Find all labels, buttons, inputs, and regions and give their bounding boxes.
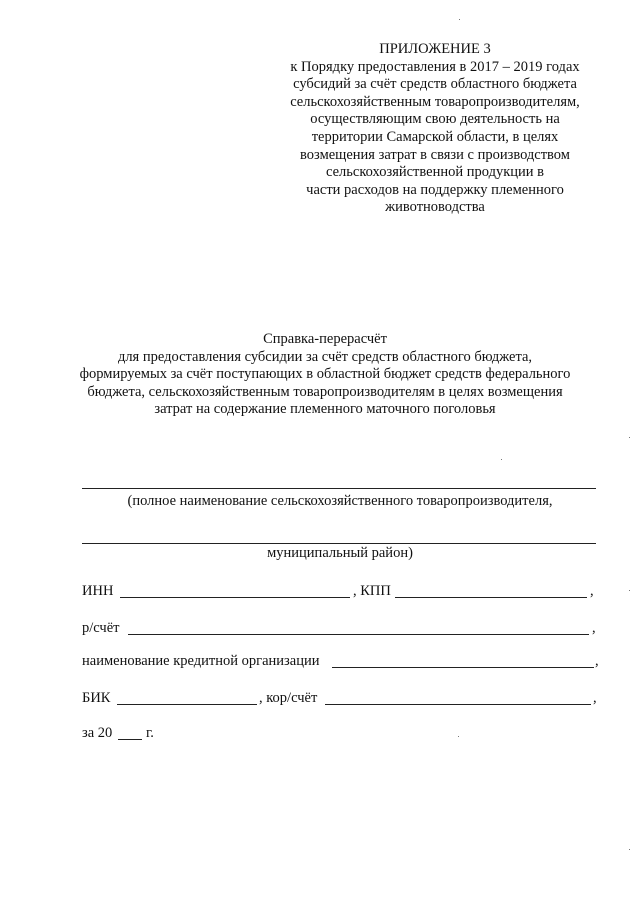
appendix-line: возмещения затрат в связи с производством: [300, 146, 570, 163]
bank-field[interactable]: [332, 667, 594, 668]
corr-account-field[interactable]: [325, 704, 591, 705]
appendix-line: сельскохозяйственной продукции в: [325, 164, 545, 181]
bik-field[interactable]: [117, 704, 257, 705]
certificate-line: формируемых за счёт поступающих в областной бюджет средств федерального: [79, 366, 571, 383]
kpp-field[interactable]: [395, 597, 587, 598]
inn-kpp-row: [82, 583, 602, 603]
certificate-line: затрат на содержание племенного маточного поголовья: [154, 401, 496, 418]
certificate-line: бюджета, сельскохозяйственным товаропроизводителям в целях возмещения: [87, 383, 563, 400]
scan-speck: [458, 736, 459, 737]
scan-speck: [629, 849, 630, 850]
scan-speck: [629, 437, 630, 438]
certificate-title-block: [60, 331, 590, 419]
kpp-comma: ,: [590, 583, 594, 599]
year-suffix: г.: [146, 725, 154, 741]
account-comma: ,: [592, 620, 596, 636]
year-field[interactable]: [118, 739, 142, 740]
appendix-line: части расходов на поддержку племенного: [306, 181, 564, 198]
appendix-line: животноводства: [385, 199, 485, 216]
corr-account-label: , кор/счёт: [259, 690, 318, 706]
appendix-line: территории Самарской области, в целях: [311, 128, 559, 145]
producer-name-hint: (полное наименование сельскохозяйственного товаропроизводителя,: [127, 493, 553, 509]
appendix-line: субсидий за счёт средств областного бюджета: [293, 76, 577, 93]
kpp-label: , КПП: [353, 583, 391, 599]
bank-comma: ,: [595, 653, 599, 669]
year-prefix: за 20: [82, 725, 113, 741]
scan-speck: [459, 19, 460, 20]
account-row: [82, 620, 602, 640]
district-hint: муниципальный район): [267, 545, 413, 561]
appendix-line: сельскохозяйственным товаропроизводителям,: [290, 93, 580, 110]
appendix-heading: ПРИЛОЖЕНИЕ 3: [379, 41, 491, 57]
certificate-title: Справка-перерасчёт: [263, 331, 387, 347]
certificate-line: для предоставления субсидии за счёт средств областного бюджета,: [117, 348, 533, 365]
appendix-block: [270, 41, 600, 217]
bank-label: наименование кредитной организации: [82, 653, 320, 669]
producer-name-field[interactable]: [82, 488, 596, 489]
bank-row: [82, 653, 602, 673]
account-label: р/счёт: [82, 620, 120, 636]
year-row: [82, 725, 282, 745]
scan-speck: [629, 590, 630, 591]
account-field[interactable]: [128, 634, 589, 635]
inn-field[interactable]: [120, 597, 350, 598]
bik-label: БИК: [82, 690, 111, 706]
bik-corr-row: [82, 690, 602, 710]
appendix-line: осуществляющим свою деятельность на: [310, 111, 560, 128]
appendix-line: к Порядку предоставления в 2017 – 2019 годах: [290, 58, 580, 75]
inn-label: ИНН: [82, 583, 114, 599]
district-field[interactable]: [82, 543, 596, 544]
corr-comma: ,: [593, 690, 597, 706]
scan-speck: [501, 459, 502, 460]
